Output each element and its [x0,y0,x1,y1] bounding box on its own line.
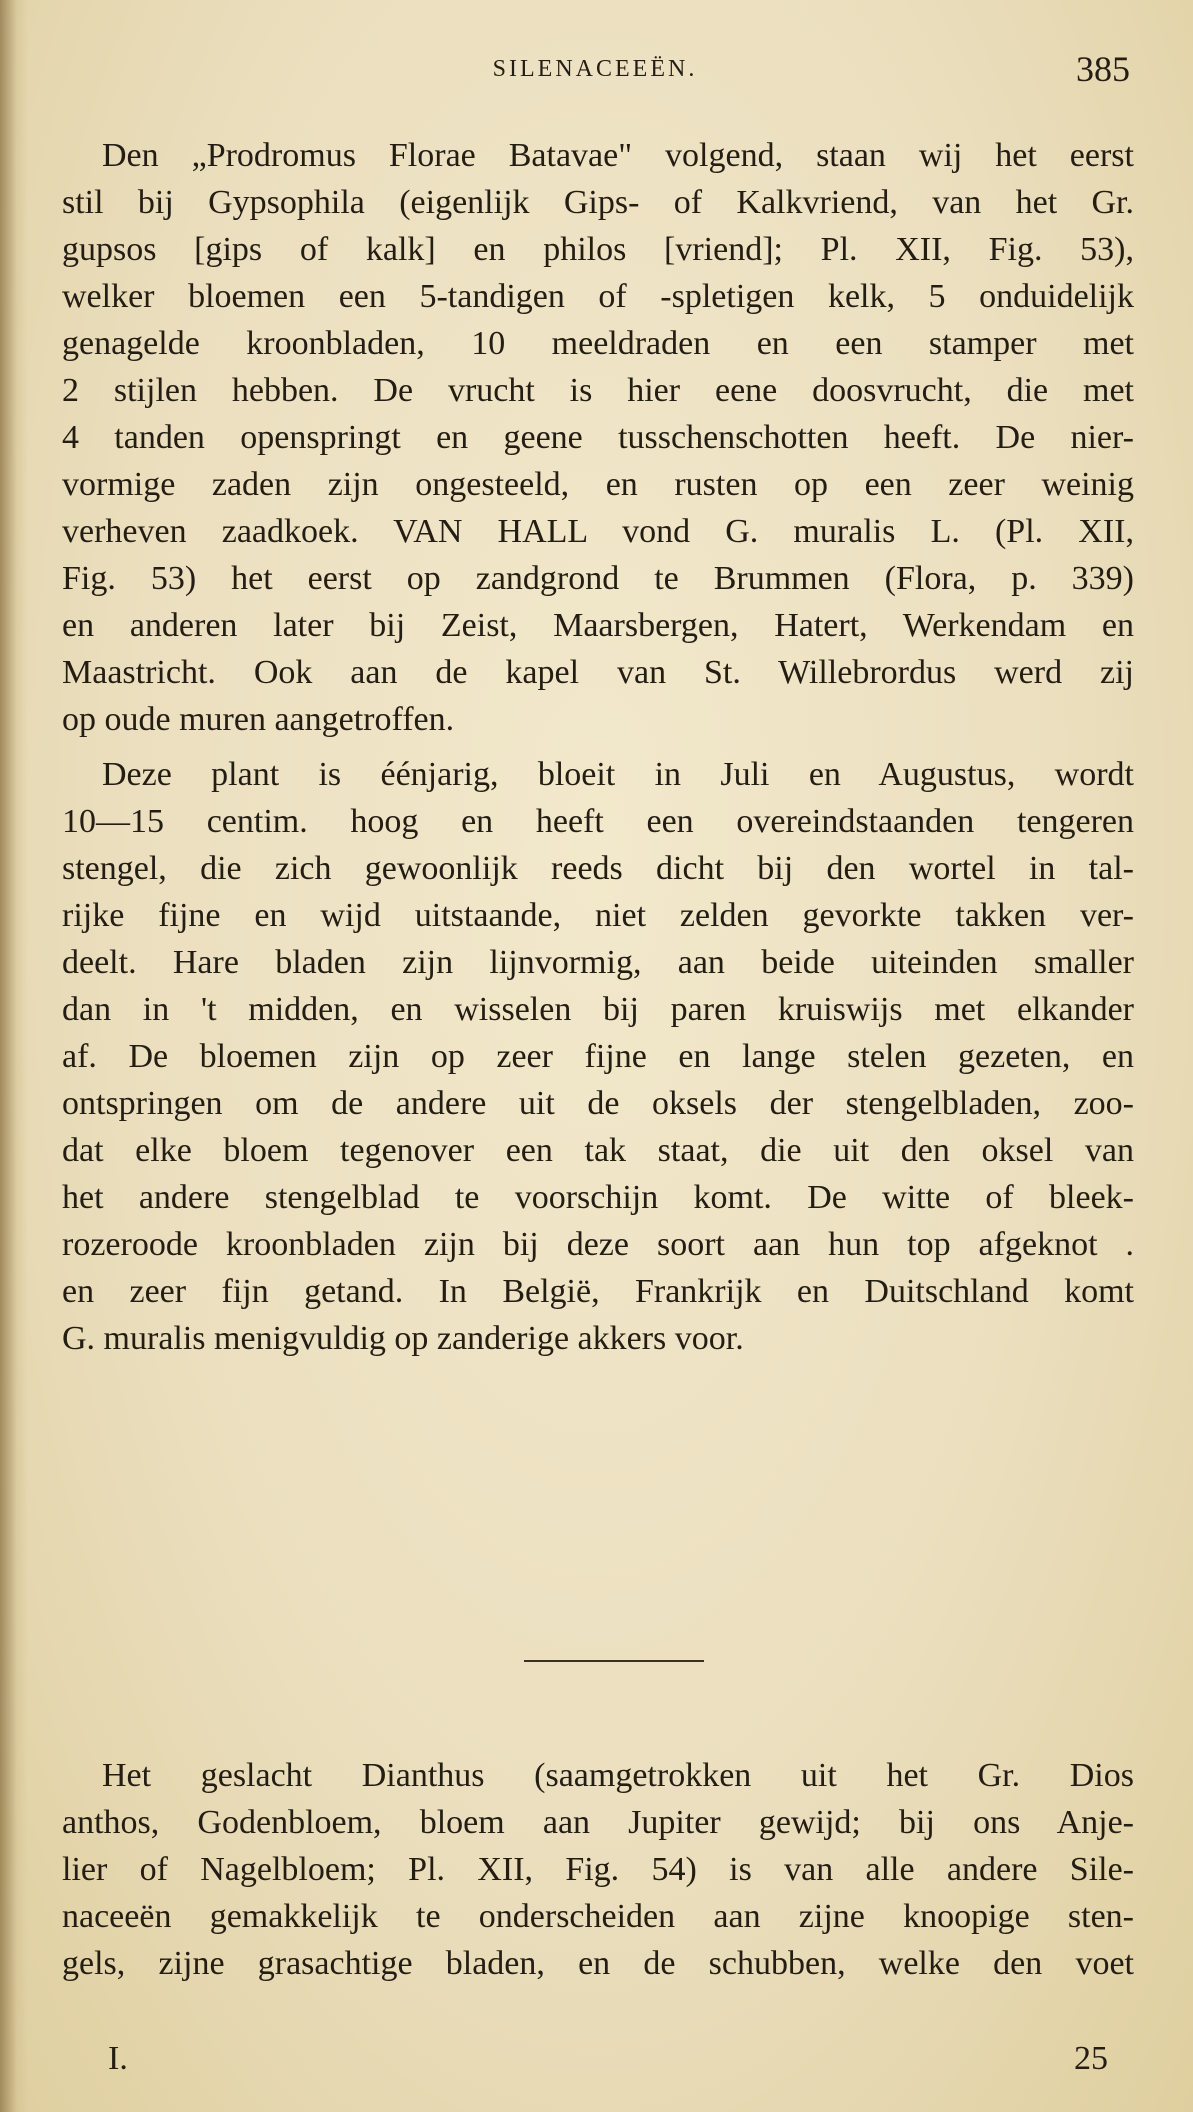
section-divider [0,1656,1193,1666]
text-line: 2 stijlen hebben. De vrucht is hier eene doosvrucht, die met [62,372,1134,409]
text-line: G. muralis menigvuldig op zanderige akkers voor. [62,1320,744,1357]
text-line: op oude muren aangetroffen. [62,701,455,738]
text-line: Den „Prodromus Florae Batavae" volgend, staan wij het eerst [102,137,1134,174]
divider-rule [524,1660,704,1662]
body-text [62,132,1134,1362]
text-line: naceeën gemakkelijk te onderscheiden aan zijne knoopige sten- [62,1898,1134,1935]
body-text-continued [62,1752,1134,1987]
text-line: welker bloemen een 5-tandigen of -spletigen kelk, 5 onduidelijk [62,278,1134,315]
paragraph-3 [62,1752,1134,1987]
signature-number: 25 [1074,2040,1108,2077]
text-line: Het geslacht Dianthus (saamgetrokken uit het Gr. Dios [102,1757,1134,1794]
text-line: dat elke bloem tegenover een tak staat, die uit den oksel van [62,1132,1134,1169]
text-line: 10—15 centim. hoog en heeft een overeindstaanden tengeren [62,803,1134,840]
text-line: stil bij Gypsophila (eigenlijk Gips- of Kalkvriend, van het Gr. [62,184,1134,221]
text-line: en anderen later bij Zeist, Maarsbergen, Hatert, Werkendam en [62,607,1134,644]
signature-mark: I. [108,2040,128,2077]
running-head: SILENACEEËN. [492,56,698,82]
text-line: en zeer fijn getand. In België, Frankrijk en Duitschland komt [62,1273,1134,1310]
text-line: ontspringen om de andere uit de oksels der stengelbladen, zoo- [62,1085,1134,1122]
text-line: rijke fijne en wijd uitstaande, niet zelden gevorkte takken ver- [62,897,1134,934]
text-line: af. De bloemen zijn op zeer fijne en lange stelen gezeten, en [62,1038,1134,1075]
text-line: gels, zijne grasachtige bladen, en de schubben, welke den voet [62,1945,1134,1982]
text-line: genagelde kroonbladen, 10 meeldraden en een stamper met [62,325,1134,362]
text-line: anthos, Godenbloem, bloem aan Jupiter gewijd; bij ons Anje- [62,1804,1134,1841]
text-line: het andere stengelblad te voorschijn komt. De witte of bleek- [62,1179,1134,1216]
page-header [60,48,1130,98]
text-line: vormige zaden zijn ongesteeld, en rusten op een zeer weinig [62,466,1134,503]
text-line: Fig. 53) het eerst op zandgrond te Brummen (Flora, p. 339) [62,560,1134,597]
page-number: 385 [1076,49,1130,89]
text-line: deelt. Hare bladen zijn lijnvormig, aan beide uiteinden smaller [62,944,1134,981]
page-footer [108,2040,1108,2080]
paragraph-2 [62,751,1134,1362]
text-line: stengel, die zich gewoonlijk reeds dicht bij den wortel in tal- [62,850,1134,887]
text-line: lier of Nagelbloem; Pl. XII, Fig. 54) is van alle andere Sile- [62,1851,1134,1888]
paragraph-gap [62,743,1134,751]
spine-shadow [0,0,28,2112]
text-line: verheven zaadkoek. VAN HALL vond G. muralis L. (Pl. XII, [62,513,1134,550]
text-line: rozeroode kroonbladen zijn bij deze soort aan hun top afgeknot . [62,1226,1134,1263]
text-line: Maastricht. Ook aan de kapel van St. Willebrordus werd zij [62,654,1134,691]
text-line: gupsos [gips of kalk] en philos [vriend]; Pl. XII, Fig. 53), [62,231,1134,268]
text-line: 4 tanden openspringt en geene tusschenschotten heeft. De nier- [62,419,1134,456]
paragraph-1 [62,132,1134,743]
text-line: dan in 't midden, en wisselen bij paren kruiswijs met elkander [62,991,1134,1028]
text-line: Deze plant is éénjarig, bloeit in Juli en Augustus, wordt [102,756,1134,793]
